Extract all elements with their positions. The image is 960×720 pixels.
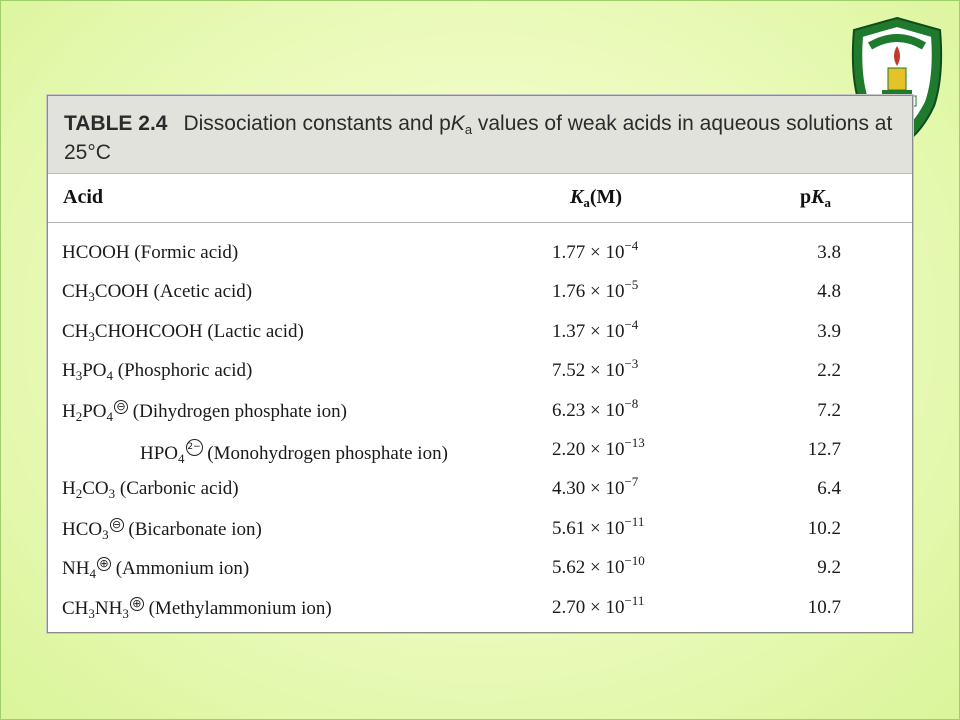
table-card bbox=[47, 95, 913, 633]
pka-value: 2.2 bbox=[817, 360, 841, 382]
table-header bbox=[48, 174, 912, 223]
table-row bbox=[48, 434, 912, 473]
table-row bbox=[48, 355, 912, 394]
pka-value: 10.2 bbox=[807, 517, 841, 539]
positive-charge-icon: ⊕ bbox=[130, 597, 144, 611]
header-ka: $K_a(M)$ bbox=[570, 186, 623, 210]
table-row bbox=[48, 552, 912, 591]
table-row bbox=[48, 395, 912, 434]
acid-name: $CH_3NH_3\oplus$ (Methylammonium ion) bbox=[62, 596, 332, 621]
header-acid: Acid bbox=[63, 186, 103, 208]
table-row bbox=[48, 513, 912, 552]
ka-value: $1.77 \times 10^{-4}$ bbox=[552, 238, 639, 263]
pka-value: 3.8 bbox=[817, 242, 841, 263]
ka-value: $5.61 \times 10^{-11}$ bbox=[552, 513, 645, 539]
acid-name: HCOOH (Formic acid) bbox=[62, 242, 239, 263]
ka-value: $1.76 \times 10^{-5}$ bbox=[552, 277, 639, 303]
table-row bbox=[48, 592, 912, 631]
header-pka: $pK_a$ bbox=[800, 186, 831, 210]
pka-value: 4.8 bbox=[817, 281, 841, 303]
acid-name: $H_2PO_4⊖$ (Dihydrogen phosphate ion) bbox=[62, 399, 348, 424]
acid-name: $HCO_3⊖$ (Bicarbonate ion) bbox=[62, 517, 262, 542]
negative-charge-icon: ⊖ bbox=[110, 518, 124, 532]
ka-value: $7.52 \times 10^{-3}$ bbox=[552, 356, 639, 382]
acid-name: $HPO_42-$ (Monohydrogen phosphate ion) bbox=[140, 439, 448, 465]
ka-value: $4.30 \times 10^{-7}$ bbox=[552, 474, 639, 500]
pka-value: 12.7 bbox=[807, 438, 841, 460]
acid-name: $H_3PO_4$ (Phosphoric acid) bbox=[62, 360, 253, 384]
pka-value: 3.9 bbox=[817, 320, 841, 342]
table-label: TABLE 2.4 bbox=[64, 112, 168, 135]
pka-value: 9.2 bbox=[817, 557, 841, 579]
table-row bbox=[48, 237, 912, 276]
ka-value: $1.37 \times 10^{-4}$ bbox=[552, 316, 639, 342]
negative-charge-icon: ⊖ bbox=[114, 400, 128, 414]
pka-value: 6.4 bbox=[817, 478, 841, 500]
table-caption bbox=[48, 96, 912, 174]
table-row bbox=[48, 473, 912, 512]
pka-value: 10.7 bbox=[807, 596, 841, 618]
double-negative-charge-icon: 2− bbox=[186, 439, 203, 456]
table-row bbox=[48, 316, 912, 355]
acid-name: $NH_4\oplus$ (Ammonium ion) bbox=[62, 557, 250, 582]
ka-value: $2.70 \times 10^{-11}$ bbox=[552, 592, 645, 618]
ka-value: $6.23 \times 10^{-8}$ bbox=[552, 395, 639, 421]
table-title: Dissociation constants and $pK_a$ values of weak acids in aqueous solutions at 25°C bbox=[64, 112, 893, 164]
table-body bbox=[48, 223, 912, 631]
ka-value: $5.62 \times 10^{-10}$ bbox=[552, 553, 645, 579]
acid-name: $CH_3CHOHCOOH$ (Lactic acid) bbox=[62, 320, 304, 344]
acid-name: $CH_3COOH$ (Acetic acid) bbox=[62, 281, 253, 305]
ka-value: $2.20 \times 10^{-13}$ bbox=[552, 434, 645, 460]
pka-value: 7.2 bbox=[817, 399, 841, 421]
positive-charge-icon: ⊕ bbox=[97, 557, 111, 571]
acid-name: $H_2CO_3$ (Carbonic acid) bbox=[62, 478, 239, 502]
table-row bbox=[48, 276, 912, 315]
